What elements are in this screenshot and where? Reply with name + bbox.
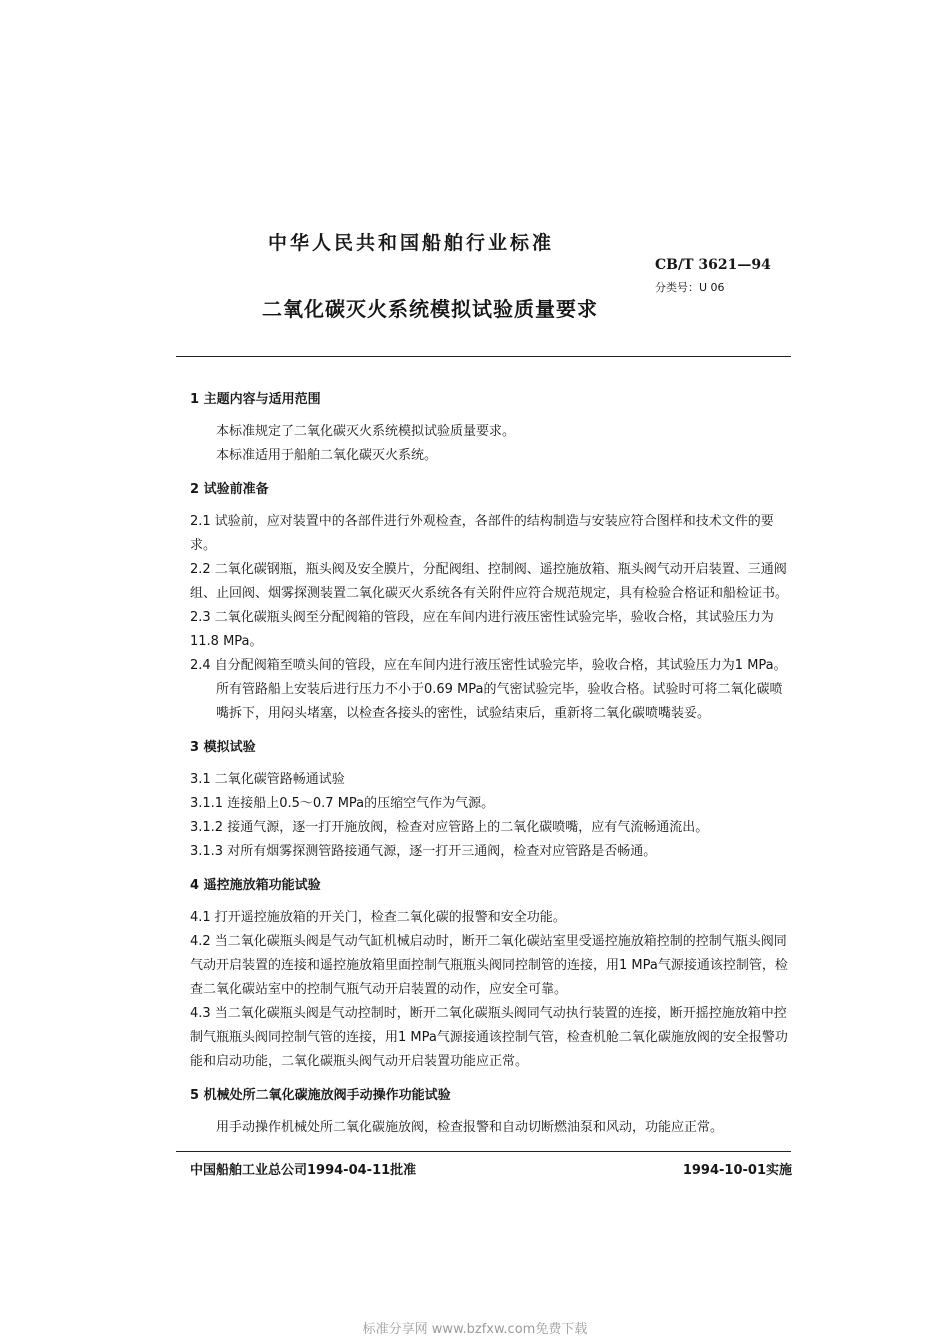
clause: 2.4 自分配阀箱至喷头间的管段，应在车间内进行液压密性试验完毕，验收合格，其试验压力为1 MPa。 <box>190 658 787 673</box>
clause: 4.1 打开遥控施放箱的开关门，检查二氧化碳的报警和安全功能。 <box>190 910 566 925</box>
document-title: 二氧化碳灭火系统模拟试验质量要求 <box>262 297 598 321</box>
clause: 4.2 当二氧化碳瓶头阀是气动气缸机械启动时，断开二氧化碳站室里受遥控施放箱控制的控制气瓶头阀同气动开启装置的连接和遥控施放箱里面控制气瓶瓶头阀同控制管的连接，用1 MPa气源接通该控制管，检查二氧化碳站室中的控制气瓶气动开启装置的动作，应安全可靠。 <box>190 934 788 997</box>
clause: 2.1 试验前，应对装置中的各部件进行外观检查，各部件的结构制造与安装应符合图样和技术文件的要求。 <box>190 514 774 553</box>
paragraph: 用手动操作机械处所二氧化碳施放阀，检查报警和自动切断燃油泵和风动，功能应正常。 <box>216 1120 724 1135</box>
clause: 3.1.2 接通气源，逐一打开施放阀，检查对应管路上的二氧化碳喷嘴，应有气流畅通流出。 <box>190 820 709 835</box>
section-heading: 4 遥控施放箱功能试验 <box>190 878 321 893</box>
paragraph: 本标准规定了二氧化碳灭火系统模拟试验质量要求。 <box>216 424 516 439</box>
section-heading: 3 模拟试验 <box>190 740 256 755</box>
footer-divider <box>176 1151 791 1152</box>
section-heading: 5 机械处所二氧化碳施放阀手动操作功能试验 <box>190 1088 451 1103</box>
watermark: 标准分享网 www.bzfxw.com免费下载 <box>362 1322 588 1337</box>
effective-date: 1994-10-01实施 <box>682 1163 792 1178</box>
classification-number: 分类号：U 06 <box>655 281 725 294</box>
standard-code: CB/T 3621—94 <box>655 257 771 273</box>
clause: 2.2 二氧化碳钢瓶，瓶头阀及安全膜片，分配阀组、控制阀、遥控施放箱、瓶头阀气动开启装置、三通阀组、止回阀、烟雾探测装置二氧化碳灭火系统各有关附件应符合规范规定，具有检验合格证和船检证书。 <box>190 562 789 601</box>
approval-note: 中国船舶工业总公司1994-04-11批准 <box>190 1163 417 1178</box>
paragraph: 所有管路船上安装后进行压力不小于0.69 MPa的气密试验完毕，验收合格。试验时可将二氧化碳喷嘴拆下，用闷头堵塞，以检查各接头的密性，试验结束后，重新将二氧化碳喷嘴装妥。 <box>216 682 783 721</box>
clause: 3.1 二氧化碳管路畅通试验 <box>190 772 345 787</box>
header-divider <box>176 356 791 357</box>
clause: 3.1.3 对所有烟雾探测管路接通气源，逐一打开三通阀，检查对应管路是否畅通。 <box>190 844 657 859</box>
document-body <box>190 388 794 1140</box>
section-heading: 2 试验前准备 <box>190 482 269 497</box>
section-heading: 1 主题内容与适用范围 <box>190 392 321 407</box>
clause: 3.1.1 连接船上0.5～0.7 MPa的压缩空气作为气源。 <box>190 796 495 811</box>
clause: 2.3 二氧化碳瓶头阀至分配阀箱的管段，应在车间内进行液压密性试验完毕，验收合格，其试验压力为11.8 MPa。 <box>190 610 774 649</box>
issuing-body: 中华人民共和国船舶行业标准 <box>268 232 555 254</box>
clause: 4.3 当二氧化碳瓶头阀是气动控制时，断开二氧化碳瓶头阀同气动执行装置的连接，断开摇控施放箱中控制气瓶瓶头阀同控制气管的连接，用1 MPa气源接通该控制气管，检查机舱二氧化碳施放阀的安全报警功能和启动功能，二氧化碳瓶头阀气动开启装置功能应正常。 <box>190 1006 788 1069</box>
paragraph: 本标准适用于船舶二氧化碳灭火系统。 <box>216 448 438 463</box>
